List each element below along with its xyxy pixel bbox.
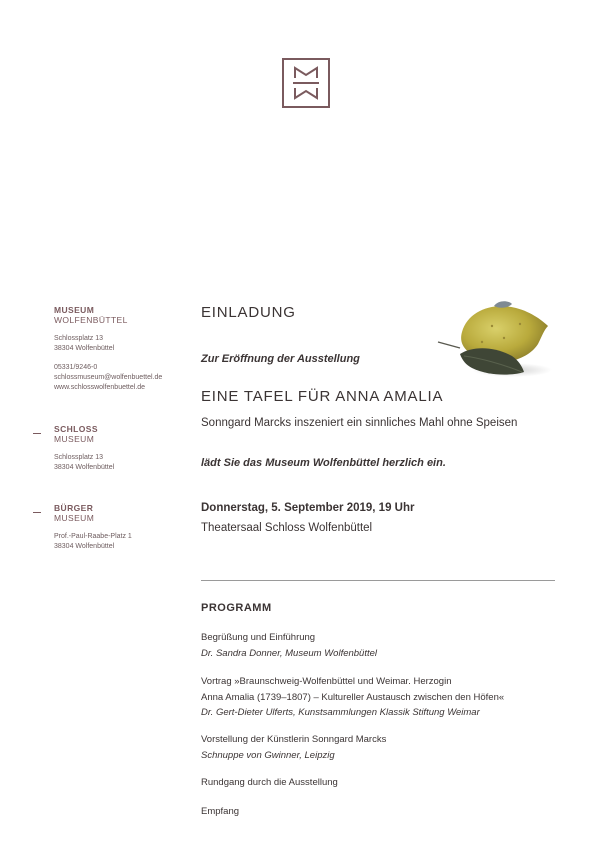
buerger-street: Prof.-Paul-Raabe-Platz 1: [54, 533, 132, 540]
buerger-title-line1: BÜRGER: [54, 503, 94, 513]
museum-title-line2: WOLFENBÜTTEL: [54, 315, 128, 325]
program-heading: PROGRAMM: [201, 602, 272, 614]
schloss-title-line1: SCHLOSS: [54, 424, 98, 434]
buerger-dash: [33, 512, 41, 513]
program-item-title: Rundgang durch die Ausstellung: [201, 777, 338, 788]
schloss-city: 38304 Wolfenbüttel: [54, 464, 115, 471]
program-item: [201, 674, 504, 721]
schloss-address: [54, 453, 114, 473]
intro-text: Zur Eröffnung der Ausstellung: [201, 353, 360, 365]
sidebar-museum-block: [54, 305, 162, 393]
program-item-speaker: Dr. Sandra Donner, Museum Wolfenbüttel: [201, 647, 378, 659]
program-item-speaker: Dr. Gert-Dieter Ulferts, Kunstsammlungen Klassik Stiftung Weimar: [201, 707, 480, 718]
program-item: [201, 775, 338, 791]
museum-logo: [282, 58, 330, 108]
program-item-title: Vortrag »Braunschweig-Wolfenbüttel und Weimar. Herzogin: [201, 676, 452, 687]
program-item: [201, 630, 377, 661]
buerger-city: 38304 Wolfenbüttel: [54, 543, 115, 550]
divider: [201, 580, 555, 581]
museum-email-link[interactable]: schlossmuseum@wolfenbuettel.de: [54, 374, 163, 381]
lemon-illustration: [432, 296, 556, 382]
museum-web-link[interactable]: www.schlosswolfenbuettel.de: [54, 384, 146, 391]
mw-monogram-icon: [284, 60, 328, 106]
buerger-address: [54, 532, 132, 552]
program-item-speaker: Schnuppe von Gwinner, Leipzig: [201, 749, 335, 761]
museum-phone: 05331/9246-0: [54, 364, 98, 371]
sidebar-buerger-block: [54, 503, 132, 552]
museum-title-line1: MUSEUM: [54, 305, 95, 315]
lemon-icon: [432, 296, 556, 382]
sidebar-schloss-block: [54, 424, 114, 473]
invitation-text: lädt Sie das Museum Wolfenbüttel herzlich ein.: [201, 457, 446, 469]
event-date: Donnerstag, 5. September 2019, 19 Uhr: [201, 502, 415, 514]
program-item: [201, 732, 386, 763]
schloss-street: Schlossplatz 13: [54, 454, 104, 461]
program-item-title: Vorstellung der Künstlerin Sonngard Marcks: [201, 734, 387, 745]
museum-contact: [54, 363, 162, 393]
schloss-title-line2: MUSEUM: [54, 434, 95, 444]
museum-city: 38304 Wolfenbüttel: [54, 345, 115, 352]
program-item: [201, 804, 239, 820]
museum-street: Schlossplatz 13: [54, 335, 104, 342]
event-venue: Theatersaal Schloss Wolfenbüttel: [201, 522, 373, 534]
museum-address: [54, 334, 162, 354]
program-item-title: Empfang: [201, 806, 240, 817]
exhibition-subtitle: Sonngard Marcks inszeniert ein sinnliches Mahl ohne Speisen: [201, 417, 518, 429]
page-title: EINLADUNG: [201, 304, 296, 321]
buerger-title-line2: MUSEUM: [54, 513, 95, 523]
exhibition-title: EINE TAFEL FÜR ANNA AMALIA: [201, 388, 444, 405]
program-item-title-cont: Anna Amalia (1739–1807) – Kultureller Austausch zwischen den Höfen«: [201, 691, 505, 703]
schloss-dash: [33, 433, 41, 434]
program-item-title: Begrüßung und Einführung: [201, 632, 316, 643]
